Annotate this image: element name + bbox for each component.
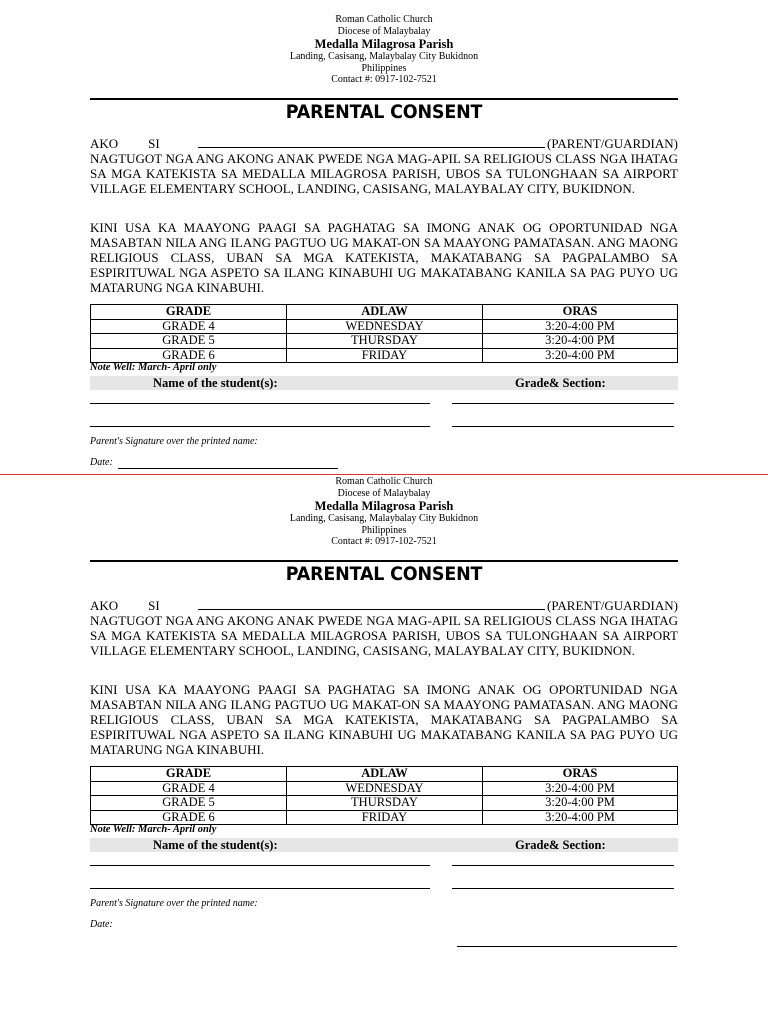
si-label: SI: [148, 598, 160, 613]
form-title: PARENTAL CONSENT: [285, 563, 483, 585]
grade-cell: GRADE 4: [91, 781, 287, 796]
parish-contact: Contact #: 0917-102-7521: [331, 536, 437, 547]
consent-text: NAGTUGOT NGA ANG AKONG ANAK PWEDE NGA MAG-APIL SA RELIGIOUS CLASS NGA IHATAG SA MGA KATEKISTA SA MEDALLA MILAGROSA PARISH, UBOS SA TULONGHAAN SA AIRPORT VILLAGE ELEMENTARY SCHOOL, LANDING, CASISANG, MALAYBALAY CITY, BUKIDNON.: [90, 151, 678, 196]
time-cell: 3:20-4:00 PM: [483, 796, 678, 811]
table-row: [91, 319, 678, 334]
parish-country: Philippines: [361, 524, 407, 536]
grade-cell: GRADE 6: [91, 810, 287, 825]
purpose-paragraph: KINI USA KA MAAYONG PAAGI SA PAGHATAG SA IMONG ANAK OG OPORTUNIDAD NGA MASABTAN NILA ANG ILANG PAGTUO UG MAKAT-ON SA MAAYONG PAMATASAN. ANG MAONG RELIGIOUS CLASS, UBAN SA MGA KATEKISTA, MAKATABANG SA PAGPALAMBO SA ESPIRITUWAL NGA ASPETO SA ILANG KINABUHI UG MAKATABANG KANILA SA PAG PUYO UG MATARUNG NGA KINABUHI.: [90, 220, 678, 295]
letterhead: [0, 14, 768, 86]
grade-section-label: Grade& Section:: [515, 838, 606, 852]
date-label: Date:: [90, 457, 113, 468]
si-label: SI: [148, 136, 160, 151]
grade-cell: GRADE 4: [91, 319, 287, 334]
time-cell: 3:20-4:00 PM: [483, 334, 678, 349]
column-header: GRADE: [91, 305, 287, 320]
diocese-name: Diocese of Malaybalay: [337, 487, 431, 499]
table-header-row: [91, 305, 678, 320]
purpose-paragraph: KINI USA KA MAAYONG PAAGI SA PAGHATAG SA IMONG ANAK OG OPORTUNIDAD NGA MASABTAN NILA ANG ILANG PAGTUO UG MAKAT-ON SA MAAYONG PAMATASAN. ANG MAONG RELIGIOUS CLASS, UBAN SA MGA KATEKISTA, MAKATABANG SA PAGPALAMBO SA ESPIRITUWAL NGA ASPETO SA ILANG KINABUHI UG MAKATABANG KANILA SA PAG PUYO UG MATARUNG NGA KINABUHI.: [90, 682, 678, 757]
time-cell: 3:20-4:00 PM: [483, 781, 678, 796]
grade-section-line[interactable]: [452, 888, 674, 889]
day-cell: THURSDAY: [287, 796, 483, 811]
grade-cell: GRADE 5: [91, 334, 287, 349]
student-name-line[interactable]: [90, 888, 430, 889]
guardian-name-blank[interactable]: [198, 136, 545, 148]
parish-contact: Contact #: 0917-102-7521: [331, 74, 437, 85]
time-cell: 3:20-4:00 PM: [483, 319, 678, 334]
table-row: [91, 796, 678, 811]
parish-country: Philippines: [361, 62, 407, 74]
schedule-table: [90, 766, 678, 825]
student-name-line[interactable]: [90, 426, 430, 427]
student-header-bar: [90, 838, 678, 852]
column-header: GRADE: [91, 767, 287, 782]
grade-section-line[interactable]: [452, 865, 674, 866]
parish-address: Landing, Casisang, Malaybalay City Bukidnon: [289, 51, 479, 62]
consent-form-1: [0, 10, 768, 480]
grade-section-line[interactable]: [452, 403, 674, 404]
consent-form-2: [0, 472, 768, 942]
date-label: Date:: [90, 919, 113, 930]
column-header: ADLAW: [287, 305, 483, 320]
table-row: [91, 334, 678, 349]
consent-text: NAGTUGOT NGA ANG AKONG ANAK PWEDE NGA MAG-APIL SA RELIGIOUS CLASS NGA IHATAG SA MGA KATEKISTA SA MEDALLA MILAGROSA PARISH, UBOS SA TULONGHAAN SA AIRPORT VILLAGE ELEMENTARY SCHOOL, LANDING, CASISANG, MALAYBALAY CITY, BUKIDNON.: [90, 613, 678, 658]
guardian-name-line: [90, 136, 678, 151]
church-name: Roman Catholic Church: [335, 14, 433, 25]
column-header: ORAS: [483, 305, 678, 320]
column-header: ADLAW: [287, 767, 483, 782]
note-well: Note Well: March- April only: [90, 824, 217, 835]
guardian-role-label: (PARENT/GUARDIAN): [547, 598, 678, 613]
date-line[interactable]: [118, 468, 338, 469]
student-name-line[interactable]: [90, 403, 430, 404]
table-row: [91, 348, 678, 363]
consent-paragraph: [90, 598, 678, 658]
note-well: Note Well: March- April only: [90, 362, 217, 373]
student-header-bar: [90, 376, 678, 390]
consent-paragraph: [90, 136, 678, 196]
header-divider: [90, 560, 678, 562]
time-cell: 3:20-4:00 PM: [483, 348, 678, 363]
day-cell: THURSDAY: [287, 334, 483, 349]
parish-address: Landing, Casisang, Malaybalay City Bukidnon: [289, 513, 479, 524]
form-title: PARENTAL CONSENT: [285, 101, 483, 123]
ako-label: AKO: [90, 136, 119, 151]
grade-cell: GRADE 5: [91, 796, 287, 811]
day-cell: FRIDAY: [287, 810, 483, 825]
student-name-label: Name of the student(s):: [153, 376, 278, 390]
day-cell: WEDNESDAY: [287, 781, 483, 796]
grade-section-label: Grade& Section:: [515, 376, 606, 390]
table-row: [91, 781, 678, 796]
table-header-row: [91, 767, 678, 782]
guardian-name-line: [90, 598, 678, 613]
letterhead: [0, 476, 768, 548]
guardian-role-label: (PARENT/GUARDIAN): [547, 136, 678, 151]
church-name: Roman Catholic Church: [335, 476, 433, 487]
table-row: [91, 810, 678, 825]
column-header: ORAS: [483, 767, 678, 782]
student-name-line[interactable]: [90, 865, 430, 866]
schedule-table: [90, 304, 678, 363]
grade-cell: GRADE 6: [91, 348, 287, 363]
diocese-name: Diocese of Malaybalay: [337, 25, 431, 37]
header-divider: [90, 98, 678, 100]
signature-label: Parent's Signature over the printed name:: [90, 436, 258, 447]
ako-label: AKO: [90, 598, 119, 613]
parish-name: Medalla Milagrosa Parish: [314, 37, 454, 51]
grade-section-line[interactable]: [452, 426, 674, 427]
student-name-label: Name of the student(s):: [153, 838, 278, 852]
signature-line[interactable]: [457, 946, 677, 947]
signature-label: Parent's Signature over the printed name:: [90, 898, 258, 909]
parish-name: Medalla Milagrosa Parish: [314, 499, 454, 513]
day-cell: FRIDAY: [287, 348, 483, 363]
guardian-name-blank[interactable]: [198, 598, 545, 610]
day-cell: WEDNESDAY: [287, 319, 483, 334]
time-cell: 3:20-4:00 PM: [483, 810, 678, 825]
